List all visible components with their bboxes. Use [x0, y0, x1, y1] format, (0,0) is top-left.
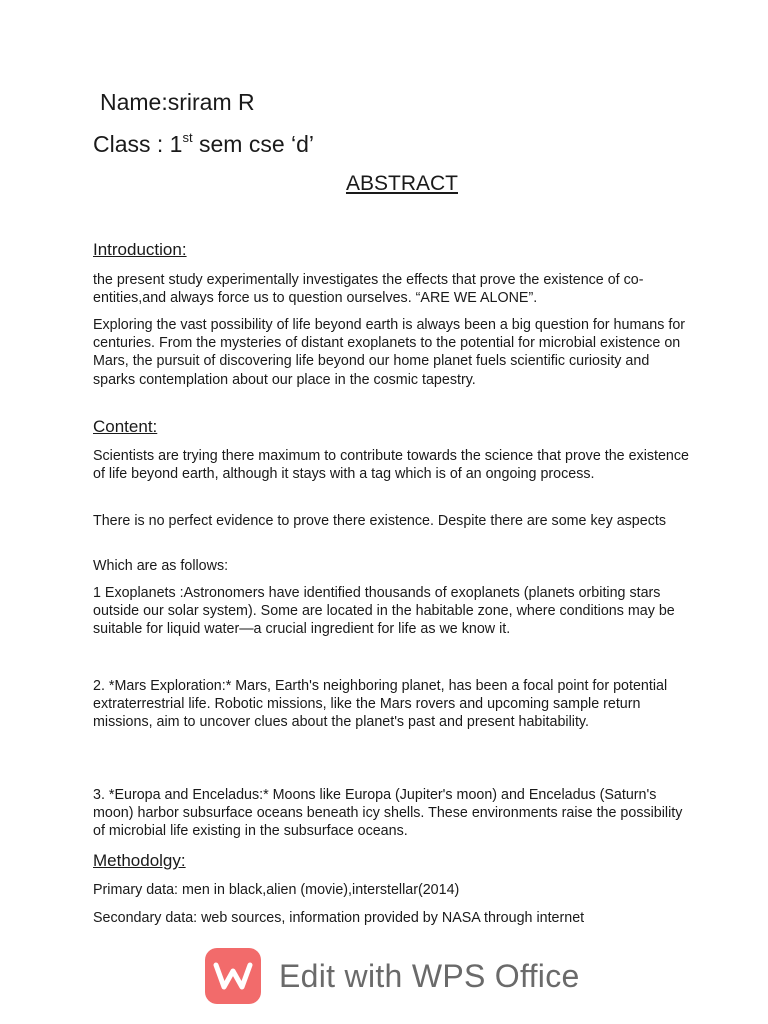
student-name: Name:sriram R	[100, 89, 255, 115]
introduction-paragraph-2: Exploring the vast possibility of life beyond earth is always been a big question for humans for centuries. From the mysteries of distant exoplanets to the potential for microbial existence on Mars, the pursuit of discovering life beyond our home planet fuels scientific curiosity and sparks contemplation about our place in the cosmic tapestry.	[93, 317, 686, 388]
methodology-primary: Primary data: men in black,alien (movie),interstellar(2014)	[93, 882, 460, 898]
content-paragraph-3: Which are as follows:	[93, 558, 229, 574]
class-superscript: st	[182, 130, 193, 145]
content-paragraph-1: Scientists are trying there maximum to contribute towards the science that prove the existence of life beyond earth, although it stays with a tag which is of an ongoing process.	[93, 448, 689, 483]
content-paragraph-2: There is no perfect evidence to prove there existence. Despite there are some key aspects	[93, 513, 666, 529]
document-title: ABSTRACT	[345, 172, 458, 195]
wps-watermark[interactable]	[205, 948, 580, 1004]
introduction-paragraph-1: the present study experimentally investigates the effects that prove the existence of co-entities,and always force us to question ourselves. “ARE WE ALONE”.	[93, 272, 644, 307]
introduction-heading: Introduction:	[93, 240, 187, 259]
methodology-secondary: Secondary data: web sources, information provided by NASA through internet	[93, 910, 585, 926]
methodology-heading: Methodolgy:	[93, 851, 186, 870]
class-suffix: sem cse ‘d’	[192, 131, 315, 157]
student-class	[93, 128, 314, 160]
wps-watermark-text: Edit with WPS Office	[279, 957, 580, 994]
class-prefix: Class : 1	[93, 131, 183, 157]
content-heading: Content:	[93, 417, 158, 436]
content-list-item-1: 1 Exoplanets :Astronomers have identified thousands of exoplanets (planets orbiting stars outside our solar system). Some are located in the habitable zone, where conditions may be suitable for liquid water—a crucial ingredient for life as we know it.	[93, 585, 675, 638]
content-list-item-3: 3. *Europa and Enceladus:* Moons like Europa (Jupiter's moon) and Enceladus (Saturn's moon) harbor subsurface oceans beneath icy shells. These environments raise the possibility of microbial life existing in the subsurface oceans.	[93, 787, 683, 840]
content-list-item-2: 2. *Mars Exploration:* Mars, Earth's neighboring planet, has been a focal point for potential extraterrestrial life. Robotic missions, like the Mars rovers and upcoming sample return missions, aim to uncover clues about the planet's past and present habitability.	[93, 678, 668, 731]
wps-w-logo-icon	[205, 948, 261, 1004]
